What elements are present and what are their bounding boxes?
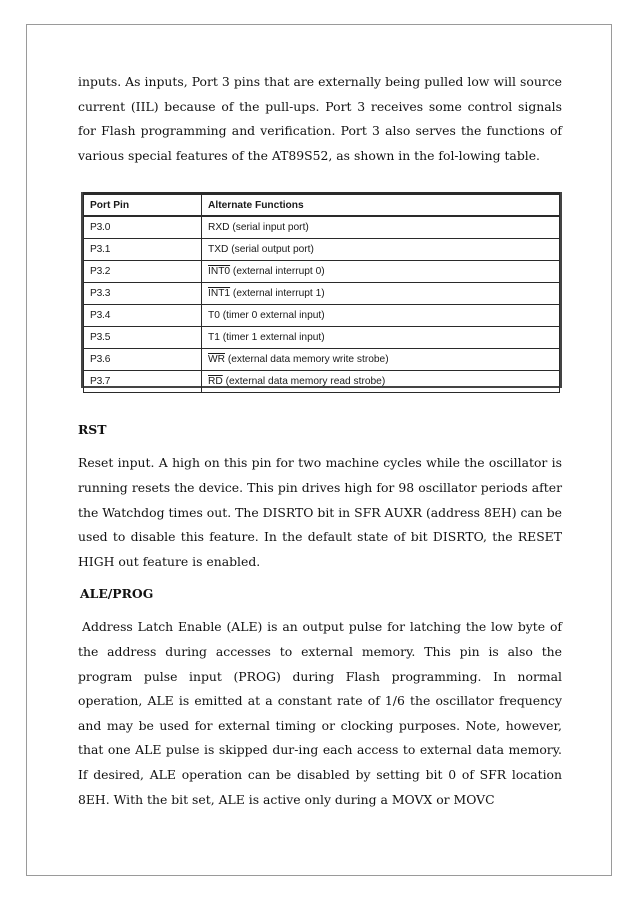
signal-description: (timer 0 external input) [222,310,325,322]
signal-description: (external interrupt 0) [232,266,325,278]
alternate-function-cell [202,216,560,239]
alternate-function-cell [202,371,560,393]
signal-description: (external data memory write strobe) [227,354,389,366]
rst-paragraph: Reset input. A high on this pin for two machine cycles while the oscillator is running resets the device. This pin drives high for 98 oscillator periods after the Watchdog times out. The DISRTO bit in SFR AUXR (address 8EH) can be used to disable this feature. In the default state of bit DISRTO, the RESET HIGH out feature is enabled. [78,455,562,569]
ale-prog-paragraph: Address Latch Enable (ALE) is an output pulse for latching the low byte of the address during accesses to external memory. This pin is also the program pulse input (PROG) during Flash programming. In normal operation, ALE is emitted at a constant rate of 1/6 the oscillator frequency and may be used for external timing or clocking purposes. Note, however, that one ALE pulse is skipped dur-ing each access to external data memory. If desired, ALE operation can be disabled by setting bit 0 of SFR location 8EH. With the bit set, ALE is active only during a MOVX or MOVC [78,619,562,807]
port-pin-cell: P3.4 [84,305,202,327]
signal-name: T1 [208,332,220,344]
alternate-function-cell [202,261,560,283]
document-page [78,70,562,812]
port-pin-cell: P3.2 [84,261,202,283]
signal-name: $\overline{WR}$ [208,354,225,366]
port-pin-cell: P3.5 [84,327,202,349]
signal-name: TXD [208,244,229,256]
port-pin-cell: P3.3 [84,283,202,305]
table-header-row [84,194,560,217]
port-pin-cell: P3.7 [84,371,202,393]
alternate-function-cell [202,283,560,305]
table-row [84,349,560,371]
table-row [84,371,560,393]
signal-name: RXD [208,222,230,234]
port-pin-cell: P3.1 [84,239,202,261]
port-pin-cell: P3.6 [84,349,202,371]
port3-table-image [81,192,562,388]
signal-description: (serial input port) [232,222,309,234]
alternate-function-cell [202,305,560,327]
port3-alternate-functions-table [83,192,560,393]
signal-name: $\overline{RD}$ [208,376,223,388]
signal-description: (external interrupt 1) [232,288,325,300]
header-port-pin: Port Pin [84,194,202,217]
table-row [84,239,560,261]
signal-name: INT0 [208,266,231,278]
alternate-function-cell [202,327,560,349]
intro-paragraph: inputs. As inputs, Port 3 pins that are externally being pulled low will source current (IIL) because of the pull-ups. Port 3 receives some control signals for Flash programming and verification. Port 3 also serves the functions of various special features of the AT89S52, as shown in the fol-lowing table. [78,74,562,163]
alternate-function-cell [202,349,560,371]
table-row [84,305,560,327]
table-row [84,261,560,283]
table-row [84,327,560,349]
ale-prog-heading: ALE/PROG [80,586,154,602]
signal-description: (serial output port) [231,244,314,256]
signal-name: INT1 [208,288,231,300]
table-row [84,216,560,239]
signal-description: (timer 1 external input) [222,332,325,344]
signal-description: (external data memory read strobe) [225,376,386,388]
table-row [84,283,560,305]
signal-name: T0 [208,310,220,322]
port-pin-cell: P3.0 [84,216,202,239]
header-alternate-functions: Alternate Functions [202,194,560,217]
alternate-function-cell [202,239,560,261]
rst-heading: RST [78,422,107,438]
